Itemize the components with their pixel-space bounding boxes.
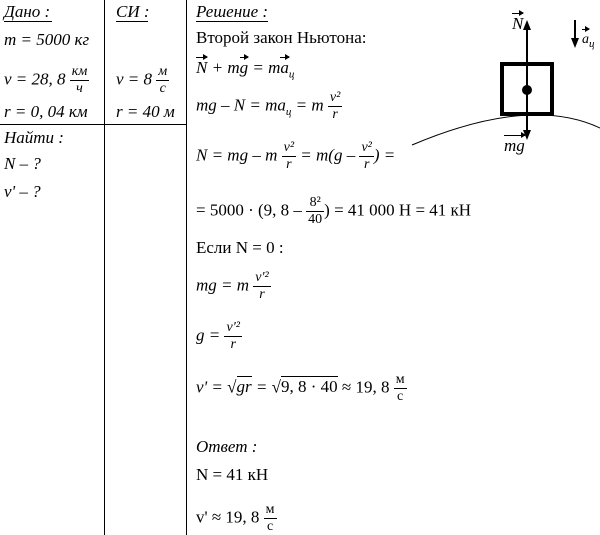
equation-g: g = $\frac{\text{v'²}}{r}$	[196, 320, 240, 352]
find-header: Найти :	[4, 128, 64, 147]
answer-header: Ответ :	[196, 437, 258, 456]
equation-vector-sum: N + mg = $ma_ц$	[196, 58, 295, 81]
given-speed-value: v = 28, 8	[4, 69, 66, 89]
answer-force: N = 41 кН	[196, 465, 269, 484]
find-force: N – ?	[4, 154, 41, 173]
equation-max-speed: v' = √gr = √9, 8 · 40 ≈ 19, 8 $\frac{м}{с}$	[196, 372, 405, 404]
sqrt-icon: √	[271, 377, 281, 397]
label-acceleration: $a_ц$	[582, 32, 595, 50]
si-speed-value: v = 8	[116, 69, 153, 89]
equation-projection: mg – $N = ma_ц = m$ $\frac{\text{v²}}{r}$	[196, 90, 341, 122]
given-mass: m = 5000 кг	[4, 30, 90, 49]
find-speed: v' – ?	[4, 182, 41, 201]
si-speed-unit: $\frac{м}{с}$	[158, 64, 168, 96]
label-gravity: mg	[504, 136, 525, 155]
equation-gravity-centripetal: mg = m $\frac{\text{v'²}}{r}$	[196, 270, 269, 302]
equation-numeric-result: = 5000 · (9, 8 – $\frac{\text{8²}}{40}$ ) = 41 000 Н = 41 кН	[196, 195, 472, 227]
sqrt-icon: √	[227, 377, 237, 397]
given-radius: r = 0, 04 км	[4, 102, 88, 121]
equation-normal-force: N = mg – m $\frac{\text{v²}}{r}$ = m(g – $\frac{\text{v²}}{r}$ ) =	[196, 140, 396, 172]
si-radius: r = 40 м	[116, 102, 175, 121]
solution-header: Решение :	[196, 2, 269, 21]
label-normal: N	[512, 14, 524, 33]
condition-zero-normal: Если N = 0 :	[196, 238, 284, 257]
newton-law-title: Второй закон Ньютона:	[196, 28, 367, 47]
given-speed-unit: $\frac{км}{ч}$	[71, 64, 88, 96]
given-header: Дано :	[4, 2, 51, 21]
answer-speed: v' ≈ 19, 8 $\frac{м}{с}$	[196, 502, 275, 534]
si-header: СИ :	[116, 2, 150, 21]
